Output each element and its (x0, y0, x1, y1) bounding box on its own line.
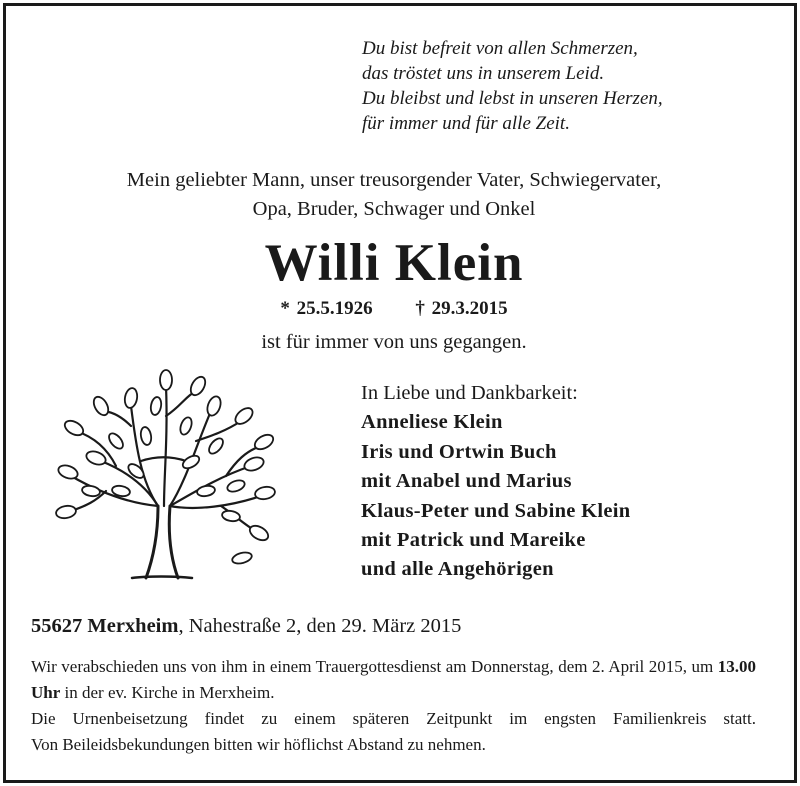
poem-line: Du bleibst und lebst in unseren Herzen, (362, 88, 663, 109)
service-location: in der ev. Kirche in Merxheim. (60, 683, 275, 702)
funeral-details (31, 654, 756, 758)
service-info (31, 654, 756, 706)
intro-line-1: Mein geliebter Mann, unser treusorgender Vater, Schwiegervater, (126, 169, 662, 191)
urn-burial-info: Die Urnenbeisetzung findet zu einem späteren Zeitpunkt im engsten Familienkreis statt. (31, 709, 756, 728)
condolences-note: Von Beileidsbekundungen bitten wir höflichst Abstand zu nehmen. (31, 735, 486, 754)
intro-text (6, 166, 782, 224)
mourner-name: Iris und Ortwin Buch (361, 440, 557, 463)
mourner-name: Anneliese Klein (361, 411, 503, 434)
birth-date: * 25.5.1926 (280, 298, 373, 319)
mourners-heading: In Liebe und Dankbarkeit: (361, 382, 578, 404)
death-date: † 29.3.2015 (415, 298, 508, 319)
mourner-name: und alle Angehörigen (361, 558, 554, 581)
place-address-date: , Nahestraße 2, den 29. März 2015 (178, 615, 462, 637)
mourners-list (361, 379, 630, 585)
poem-line: das tröstet uns in unserem Leid. (362, 63, 605, 84)
poem (362, 36, 663, 136)
mourner-name: Klaus-Peter und Sabine Klein (361, 499, 631, 522)
deceased-name: Willi Klein (264, 234, 524, 292)
service-time: 13.00 Uhr (31, 657, 756, 702)
poem-line: für immer und für alle Zeit. (362, 113, 570, 134)
intro-line-2: Opa, Bruder, Schwager und Onkel (252, 198, 536, 220)
mourner-name: mit Patrick und Mareike (361, 529, 586, 552)
place-town: 55627 Merxheim (31, 615, 179, 637)
poem-line: Du bist befreit von allen Schmerzen, (362, 38, 638, 59)
tree-with-leaves-icon (46, 366, 281, 581)
service-text: Wir verabschieden uns von ihm in einem Trauergottesdienst am Donnerstag, dem 2. April 2015, um (31, 657, 718, 676)
life-dates (6, 296, 782, 322)
place-and-date (31, 612, 461, 640)
passed-away-text: ist für immer von uns gegangen. (261, 331, 527, 353)
obituary-frame (3, 3, 797, 783)
mourner-name: mit Anabel und Marius (361, 470, 572, 493)
